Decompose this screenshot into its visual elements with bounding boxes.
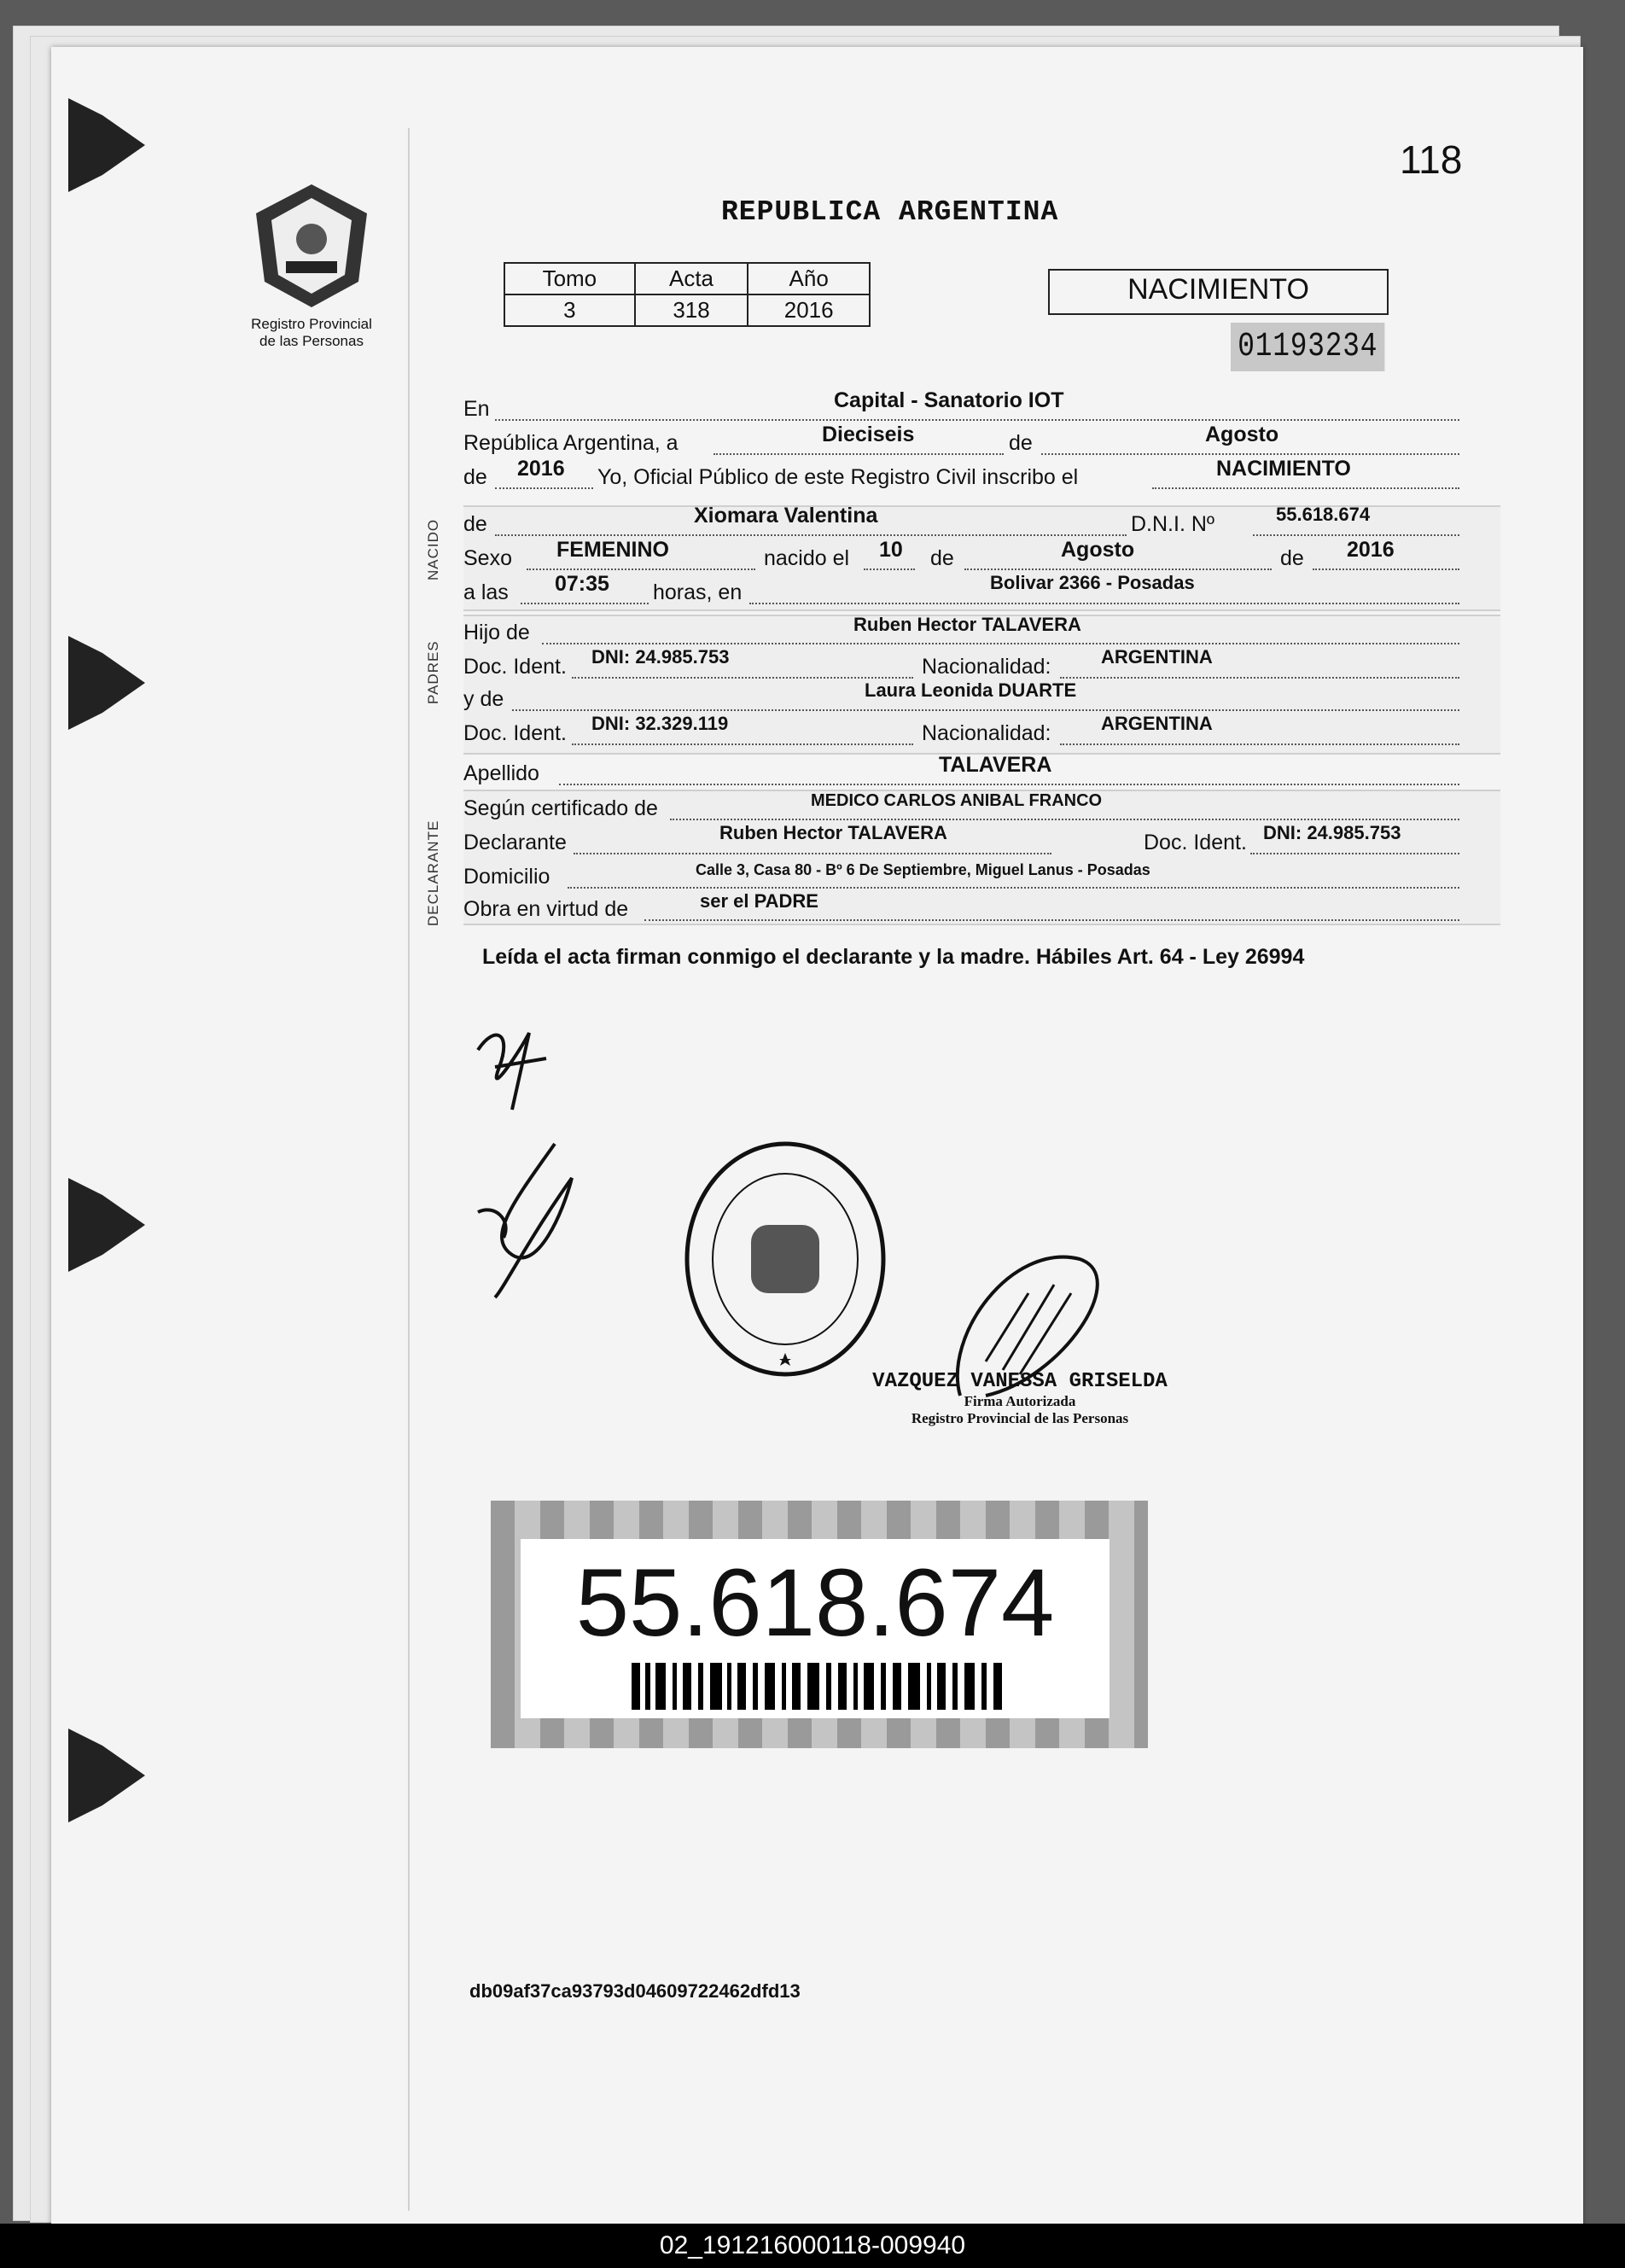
label-domicilio: Domicilio xyxy=(463,865,550,889)
label-declarante-doc: Doc. Ident. xyxy=(1144,831,1247,854)
signatory-office: Registro Provincial de las Personas xyxy=(911,1410,1129,1426)
logo-caption-1: Registro Provincial xyxy=(251,316,372,332)
ref-header-anio: Año xyxy=(748,263,870,294)
label-y-de: y de xyxy=(463,687,504,711)
dots-time xyxy=(521,603,649,604)
reference-header-row xyxy=(504,263,870,294)
label-section-nacido: NACIDO xyxy=(425,518,441,580)
label-en: En xyxy=(463,397,490,421)
dots-act xyxy=(1152,487,1459,489)
dots-day xyxy=(713,453,1004,455)
binder-hole-1 xyxy=(68,98,145,192)
barcode-sticker xyxy=(491,1501,1148,1748)
label-father-nationality: Nacionalidad: xyxy=(922,655,1051,679)
document-hash: db09af37ca93793d04609722462dfd13 xyxy=(469,1980,801,2002)
margin-line xyxy=(408,128,410,2211)
closing-text: Leída el acta firman conmigo el declarante y la madre. Hábiles Art. 64 - Ley 26994 xyxy=(482,945,1305,969)
label-horas-en: horas, en xyxy=(653,580,743,604)
barcode-icon xyxy=(632,1663,1007,1710)
serial-number: 01193234 xyxy=(1231,323,1384,371)
value-birth-month: Agosto xyxy=(1061,538,1135,562)
value-act: NACIMIENTO xyxy=(1216,457,1351,481)
label-mother-doc: Doc. Ident. xyxy=(463,721,567,745)
ref-header-acta: Acta xyxy=(635,263,748,294)
ref-value-tomo: 3 xyxy=(504,294,635,326)
signatory-role: Firma Autorizada xyxy=(964,1393,1076,1409)
label-apellido: Apellido xyxy=(463,761,539,785)
ref-value-acta: 318 xyxy=(635,294,748,326)
value-child-dni: 55.618.674 xyxy=(1276,504,1371,525)
declarant-signature xyxy=(461,1016,597,1306)
value-declarante-doc: DNI: 24.985.753 xyxy=(1263,822,1401,843)
document-page xyxy=(51,47,1583,2228)
value-child-name: Xiomara Valentina xyxy=(694,504,878,528)
value-day: Dieciseis xyxy=(822,423,915,446)
dots-apellido xyxy=(559,784,1459,785)
value-father-doc: DNI: 24.985.753 xyxy=(591,646,730,668)
dots-father xyxy=(542,643,1459,644)
label-nacido-el: nacido el xyxy=(764,546,850,570)
value-mother-doc: DNI: 32.329.119 xyxy=(591,713,729,734)
logo-caption-2: de las Personas xyxy=(259,333,364,349)
label-section-declarante: DECLARANTE xyxy=(425,819,441,926)
official-seal xyxy=(679,1135,892,1383)
ref-header-tomo: Tomo xyxy=(504,263,635,294)
officer-text: Yo, Oficial Público de este Registro Civil inscribo el xyxy=(597,465,1079,489)
footer-code: 02_191216000118-009940 xyxy=(659,2231,966,2259)
signatory-name: VAZQUEZ VANESSA GRISELDA xyxy=(872,1370,1168,1393)
dots-domicilio xyxy=(568,887,1459,889)
value-birth-year: 2016 xyxy=(1347,538,1395,562)
value-sexo: FEMENINO xyxy=(556,538,669,562)
dots-certificado xyxy=(670,819,1459,820)
value-obra: ser el PADRE xyxy=(700,890,818,912)
dots-dni xyxy=(1253,534,1459,536)
label-de-year: de xyxy=(463,465,487,489)
dots-declarante-doc xyxy=(1250,853,1459,854)
barcode-label xyxy=(521,1539,1110,1718)
label-obra: Obra en virtud de xyxy=(463,897,629,921)
footer-code-bar xyxy=(0,2224,1625,2268)
label-de-name: de xyxy=(463,512,487,536)
label-father-doc: Doc. Ident. xyxy=(463,655,567,679)
value-father-name: Ruben Hector TALAVERA xyxy=(853,614,1081,635)
label-de-birth-month: de xyxy=(930,546,954,570)
dots-sexo xyxy=(527,568,755,570)
dots-birth-day xyxy=(864,568,915,570)
dots-declarante xyxy=(574,853,1051,854)
value-year: 2016 xyxy=(517,457,565,481)
dots-mother-nationality xyxy=(1060,743,1459,745)
value-certificado: MEDICO CARLOS ANIBAL FRANCO xyxy=(811,791,1103,810)
value-mother-name: Laura Leonida DUARTE xyxy=(865,679,1077,701)
reference-table xyxy=(504,262,871,327)
dots-birth-year xyxy=(1313,568,1459,570)
label-dni: D.N.I. Nº xyxy=(1131,512,1215,536)
value-declarante-name: Ruben Hector TALAVERA xyxy=(719,822,947,843)
value-birth-place: Bolivar 2366 - Posadas xyxy=(990,572,1195,593)
label-hijo-de: Hijo de xyxy=(463,621,530,644)
document-title: REPUBLICA ARGENTINA xyxy=(721,196,1059,228)
label-declarante: Declarante xyxy=(463,831,567,854)
dots-name xyxy=(495,534,1127,536)
dots-month xyxy=(1041,453,1459,455)
label-de-birth-year: de xyxy=(1280,546,1304,570)
binder-hole-2 xyxy=(68,636,145,730)
reference-value-row xyxy=(504,294,870,326)
dots-mother-doc xyxy=(572,743,913,745)
dots-year xyxy=(495,487,593,489)
dots-birth-month xyxy=(964,568,1272,570)
label-segun-certificado: Según certificado de xyxy=(463,796,658,820)
label-section-padres: PADRES xyxy=(425,640,441,704)
binder-hole-4 xyxy=(68,1729,145,1822)
label-republica: República Argentina, a xyxy=(463,431,679,455)
province-logo xyxy=(230,179,393,350)
value-mother-nationality: ARGENTINA xyxy=(1101,713,1213,734)
ref-value-anio: 2016 xyxy=(748,294,870,326)
label-a-las: a las xyxy=(463,580,509,604)
sticker-number: 55.618.674 xyxy=(575,1549,1055,1656)
value-month: Agosto xyxy=(1205,423,1279,446)
value-place: Capital - Sanatorio IOT xyxy=(834,388,1064,412)
dots-en xyxy=(495,419,1459,421)
record-type-box: NACIMIENTO xyxy=(1048,269,1389,315)
dots-father-doc xyxy=(572,677,913,679)
value-father-nationality: ARGENTINA xyxy=(1101,646,1213,668)
label-de-month: de xyxy=(1009,431,1033,455)
page-number: 118 xyxy=(1400,137,1463,182)
dots-mother xyxy=(512,709,1459,711)
dots-birth-place xyxy=(749,603,1459,604)
value-domicilio: Calle 3, Casa 80 - Bº 6 De Septiembre, Miguel Lanus - Posadas xyxy=(696,861,1150,878)
dots-father-nationality xyxy=(1060,677,1459,679)
value-birth-time: 07:35 xyxy=(555,572,609,596)
binder-hole-3 xyxy=(68,1178,145,1272)
signatory-block xyxy=(849,1370,1191,1427)
value-apellido: TALAVERA xyxy=(939,753,1052,777)
value-birth-day: 10 xyxy=(879,538,903,562)
label-sexo: Sexo xyxy=(463,546,512,570)
coat-of-arms-icon xyxy=(248,179,376,316)
label-mother-nationality: Nacionalidad: xyxy=(922,721,1051,745)
dots-obra xyxy=(644,919,1459,921)
